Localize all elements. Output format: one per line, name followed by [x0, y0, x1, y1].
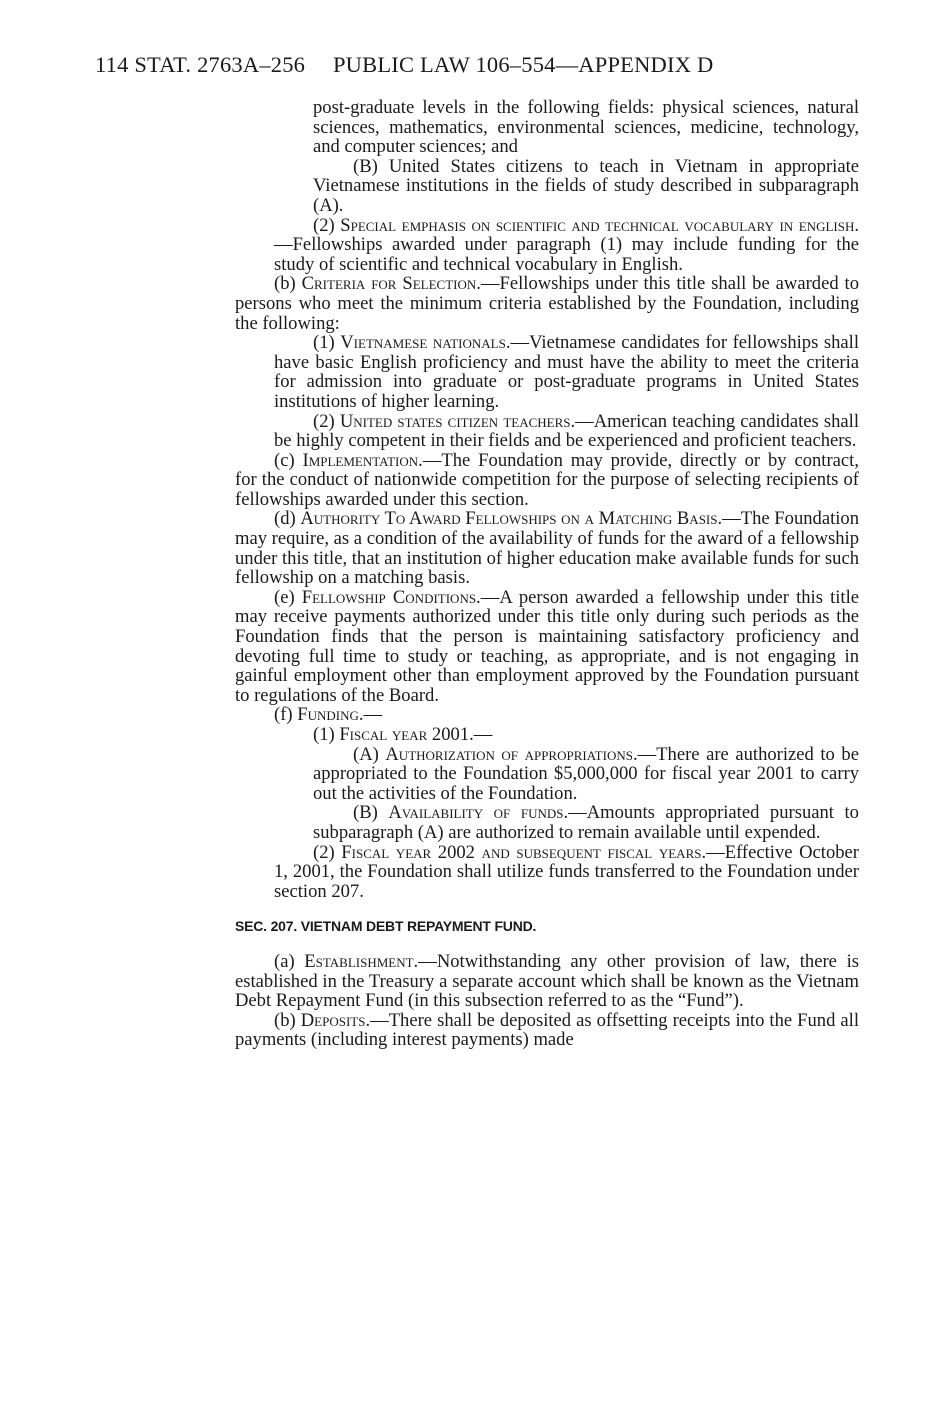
- subsection-e-fellowship-conditions: [235, 588, 859, 706]
- subsection-b-criteria: [235, 274, 859, 333]
- paragraph-text: (B) United States citizens to teach in Vietnam in appropriate Vietnamese institutions in the fields of study described in subparagraph (A).: [313, 155, 859, 216]
- paragraph-number: (e): [274, 586, 295, 608]
- paragraph-text: —There shall be deposited as offsetting receipts into the Fund all payments (including interest payments) made: [235, 1009, 860, 1051]
- law-title: PUBLIC LAW 106–554—APPENDIX D: [332, 52, 714, 77]
- paragraph-heading: Special emphasis on scientific and technical vocabulary in english.: [340, 214, 859, 236]
- paragraph-text: —Vietnamese candidates for fellowships shall have basic English proficiency and must have the ability to meet the criteria for admission into graduate or post-graduate programs in United States institutions of higher learning.: [274, 332, 859, 412]
- subparagraph-b-availability: [235, 803, 859, 842]
- paragraph-1-vietnamese-nationals: [235, 333, 859, 411]
- paragraph-heading: Deposits.: [300, 1009, 371, 1031]
- paragraph-heading: Fellowship Conditions.: [301, 586, 481, 608]
- subsection-a-establishment: [235, 952, 859, 1011]
- paragraph-number: (a): [274, 950, 295, 972]
- paragraph-number: (1): [313, 724, 335, 745]
- paragraph-text: —Fellowships under this title shall be awarded to persons who meet the minimum criteria established by the Foundation, including the following:: [235, 273, 859, 334]
- paragraph-text: —The Foundation may require, as a condition of the availability of funds for the award of a fellowship under this title, that an institution of higher education make available funds for such fellowship on a matching basis.: [235, 508, 860, 589]
- page-body: [235, 98, 859, 1050]
- paragraph-text: —The Foundation may provide, directly or by contract, for the conduct of nationwide competition for the purpose of selecting recipients of fellowships awarded under this section.: [235, 449, 859, 510]
- paragraph-2-special-emphasis: [235, 216, 859, 275]
- paragraph-text: —American teaching candidates shall be highly competent in their fields and be experienced and proficient teachers.: [274, 410, 859, 452]
- paragraph-number: (c): [274, 449, 295, 471]
- paragraph-heading: Fiscal year 2001.: [339, 724, 474, 745]
- paragraph-heading: Funding.: [297, 704, 364, 726]
- paragraph-number: (b): [274, 273, 296, 295]
- paragraph-number: (A): [353, 743, 379, 765]
- paragraph-heading: United states citizen teachers.: [339, 410, 576, 432]
- subparagraph-b: [235, 157, 859, 216]
- paragraph-2-us-citizen-teachers: [235, 412, 859, 451]
- paragraph-number: (f): [274, 704, 293, 726]
- paragraph-text: —Effective October 1, 2001, the Foundation shall utilize funds transferred to the Foundation under section 207.: [274, 841, 859, 902]
- paragraph-number: (d): [274, 508, 296, 530]
- paragraph-1-fiscal-year-2001: [235, 725, 859, 745]
- paragraph-heading: Vietnamese nationals.: [340, 332, 511, 354]
- paragraph-text: —Notwithstanding any other provision of law, there is established in the Treasury a separate account which shall be known as the Vietnam Debt Repayment Fund (in this subsection referred to as the “Fund”).: [235, 950, 859, 1012]
- paragraph-text: post-graduate levels in the following fields: physical sciences, natural sciences, mathematics, environmental sciences, medicine, technology, and computer sciences; and: [313, 97, 859, 158]
- paragraph-continuation: [235, 98, 859, 157]
- paragraph-heading: Implementation.: [302, 449, 423, 471]
- paragraph-text: —There are authorized to be appropriated to the Foundation $5,000,000 for fiscal year 2001 to carry out the activities of the Foundation.: [313, 743, 859, 804]
- section-heading: SEC. 207. VIETNAM DEBT REPAYMENT FUND.: [235, 918, 537, 935]
- paragraph-number: (b): [274, 1009, 296, 1031]
- paragraph-number: (1): [313, 332, 335, 354]
- paragraph-text: —: [363, 704, 383, 726]
- paragraph-number: (B): [353, 802, 378, 824]
- paragraph-2-fiscal-year-2002: [235, 843, 859, 902]
- paragraph-heading: Authorization of appropriations.: [385, 743, 638, 765]
- paragraph-text: —Amounts appropriated pursuant to subparagraph (A) are authorized to remain available until expended.: [313, 802, 859, 843]
- paragraph-number: (2): [313, 410, 335, 432]
- paragraph-heading: Criteria for Selection.: [301, 273, 481, 295]
- paragraph-heading: Authority To Award Fellowships on a Matching Basis.: [300, 508, 723, 530]
- paragraph-heading: Establishment.: [304, 950, 419, 972]
- subparagraph-a-authorization: [235, 745, 859, 804]
- subsection-c-implementation: [235, 451, 859, 510]
- paragraph-heading: Availability of funds.: [388, 802, 569, 824]
- paragraph-text: —: [473, 724, 493, 745]
- paragraph-heading: Fiscal year 2002 and subsequent fiscal years.: [341, 841, 707, 863]
- paragraph-number: (2): [313, 841, 335, 863]
- statute-citation: 114 STAT. 2763A–256: [95, 52, 306, 77]
- subsection-d-matching-basis: [235, 509, 859, 587]
- subsection-f-funding: [235, 705, 859, 725]
- subsection-b-deposits: [235, 1011, 859, 1050]
- paragraph-text: —A person awarded a fellowship under this title may receive payments authorized under this title only during such periods as the Foundation finds that the person is maintaining satisfactory proficiency and devoting full time to study or teaching, as appropriate, and is not engaging in gainful employment other than employment approved by the Foundation pursuant to regulations of the Board.: [235, 586, 859, 706]
- paragraph-number: (2): [313, 214, 335, 236]
- paragraph-text: —Fellowships awarded under paragraph (1) may include funding for the study of scientific and technical vocabulary in English.: [274, 234, 859, 275]
- page-header: [95, 52, 713, 78]
